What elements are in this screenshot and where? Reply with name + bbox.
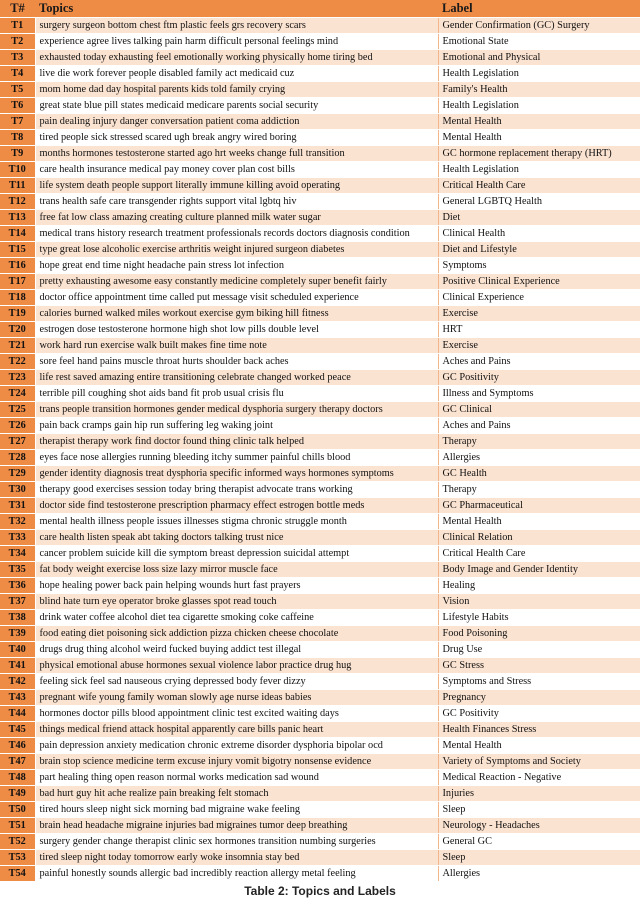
- topic-words-cell: gender identity diagnosis treat dysphoria specific informed ways hormones symptoms: [35, 466, 438, 482]
- table-row: [0, 834, 640, 850]
- table-row: [0, 642, 640, 658]
- topic-words-cell: eyes face nose allergies running bleeding itchy summer painful chills blood: [35, 450, 438, 466]
- topic-number-cell: T48: [0, 770, 35, 786]
- table-row: [0, 770, 640, 786]
- topic-number-cell: T43: [0, 690, 35, 706]
- topic-words-cell: trans people transition hormones gender medical dysphoria surgery therapy doctors: [35, 402, 438, 418]
- header-topic-number: T#: [0, 0, 35, 18]
- table-row: [0, 482, 640, 498]
- topic-number-cell: T15: [0, 242, 35, 258]
- topic-words-cell: fat body weight exercise loss size lazy mirror muscle face: [35, 562, 438, 578]
- topic-words-cell: cancer problem suicide kill die symptom breast depression suicidal attempt: [35, 546, 438, 562]
- topic-label-cell: Exercise: [438, 338, 640, 354]
- topic-number-cell: T27: [0, 434, 35, 450]
- topic-number-cell: T10: [0, 162, 35, 178]
- table-row: [0, 610, 640, 626]
- topic-label-cell: Clinical Health: [438, 226, 640, 242]
- topic-words-cell: things medical friend attack hospital apparently care bills panic heart: [35, 722, 438, 738]
- topic-number-cell: T39: [0, 626, 35, 642]
- topic-number-cell: T1: [0, 18, 35, 34]
- topic-words-cell: trans health safe care transgender rights support vital lgbtq hiv: [35, 194, 438, 210]
- topic-label-cell: Vision: [438, 594, 640, 610]
- topic-label-cell: Emotional and Physical: [438, 50, 640, 66]
- topic-words-cell: brain stop science medicine term excuse injury vomit bigotry nonsense evidence: [35, 754, 438, 770]
- topic-number-cell: T7: [0, 114, 35, 130]
- topic-label-cell: Variety of Symptoms and Society: [438, 754, 640, 770]
- topic-number-cell: T53: [0, 850, 35, 866]
- topic-words-cell: months hormones testosterone started ago hrt weeks change full transition: [35, 146, 438, 162]
- topic-words-cell: physical emotional abuse hormones sexual violence labor practice drug hug: [35, 658, 438, 674]
- topic-number-cell: T6: [0, 98, 35, 114]
- topic-words-cell: mental health illness people issues illnesses stigma chronic struggle month: [35, 514, 438, 530]
- table-row: [0, 546, 640, 562]
- topic-number-cell: T14: [0, 226, 35, 242]
- table-row: [0, 274, 640, 290]
- topic-words-cell: care health listen speak abt taking doctors talking trust nice: [35, 530, 438, 546]
- header-topics: Topics: [35, 0, 438, 18]
- topic-label-cell: GC Positivity: [438, 370, 640, 386]
- table-row: [0, 498, 640, 514]
- table-row: [0, 322, 640, 338]
- topic-label-cell: Symptoms and Stress: [438, 674, 640, 690]
- table-caption: Table 2: Topics and Labels: [244, 884, 396, 898]
- table-row: [0, 530, 640, 546]
- topic-label-cell: Aches and Pains: [438, 418, 640, 434]
- table-row: [0, 194, 640, 210]
- topic-label-cell: Therapy: [438, 434, 640, 450]
- topic-words-cell: great state blue pill states medicaid medicare parents social security: [35, 98, 438, 114]
- topic-number-cell: T11: [0, 178, 35, 194]
- topic-number-cell: T46: [0, 738, 35, 754]
- table-row: [0, 66, 640, 82]
- topic-number-cell: T37: [0, 594, 35, 610]
- topic-words-cell: medical trans history research treatment professionals records doctors diagnosis condition: [35, 226, 438, 242]
- topic-number-cell: T19: [0, 306, 35, 322]
- topic-label-cell: Lifestyle Habits: [438, 610, 640, 626]
- topic-number-cell: T21: [0, 338, 35, 354]
- table-row: [0, 738, 640, 754]
- topic-label-cell: Mental Health: [438, 514, 640, 530]
- topic-words-cell: feeling sick feel sad nauseous crying depressed body fever dizzy: [35, 674, 438, 690]
- topic-label-cell: Drug Use: [438, 642, 640, 658]
- topic-words-cell: hormones doctor pills blood appointment clinic test excited waiting days: [35, 706, 438, 722]
- topic-label-cell: Critical Health Care: [438, 178, 640, 194]
- table-row: [0, 818, 640, 834]
- topic-words-cell: pain dealing injury danger conversation patient coma addiction: [35, 114, 438, 130]
- topic-number-cell: T23: [0, 370, 35, 386]
- table-row: [0, 178, 640, 194]
- table-row: [0, 802, 640, 818]
- topic-number-cell: T8: [0, 130, 35, 146]
- topic-words-cell: terrible pill coughing shot aids band fit prob usual crisis flu: [35, 386, 438, 402]
- table-row: [0, 82, 640, 98]
- table-row: [0, 866, 640, 882]
- topic-number-cell: T13: [0, 210, 35, 226]
- table-row: [0, 98, 640, 114]
- topic-label-cell: Health Finances Stress: [438, 722, 640, 738]
- table-row: [0, 306, 640, 322]
- table-row: [0, 418, 640, 434]
- table-row: [0, 754, 640, 770]
- table-row: [0, 258, 640, 274]
- table-row: [0, 130, 640, 146]
- topic-label-cell: Health Legislation: [438, 98, 640, 114]
- topic-words-cell: food eating diet poisoning sick addiction pizza chicken cheese chocolate: [35, 626, 438, 642]
- table-row: [0, 18, 640, 34]
- topic-label-cell: Injuries: [438, 786, 640, 802]
- table-row: [0, 162, 640, 178]
- table-row: [0, 626, 640, 642]
- topic-number-cell: T3: [0, 50, 35, 66]
- topic-words-cell: type great lose alcoholic exercise arthritis weight injured surgeon diabetes: [35, 242, 438, 258]
- topic-label-cell: GC Health: [438, 466, 640, 482]
- table-row: [0, 242, 640, 258]
- topic-label-cell: Sleep: [438, 802, 640, 818]
- topic-label-cell: GC hormone replacement therapy (HRT): [438, 146, 640, 162]
- topic-words-cell: life rest saved amazing entire transitioning celebrate changed worked peace: [35, 370, 438, 386]
- table-row: [0, 370, 640, 386]
- topic-number-cell: T12: [0, 194, 35, 210]
- topic-label-cell: Mental Health: [438, 130, 640, 146]
- table-row: [0, 114, 640, 130]
- topic-words-cell: life system death people support literally immune killing avoid operating: [35, 178, 438, 194]
- table-row: [0, 434, 640, 450]
- topic-words-cell: bad hurt guy hit ache realize pain breaking felt stomach: [35, 786, 438, 802]
- topic-words-cell: exhausted today exhausting feel emotionally working physically home tiring bed: [35, 50, 438, 66]
- topic-number-cell: T47: [0, 754, 35, 770]
- topic-number-cell: T18: [0, 290, 35, 306]
- topic-label-cell: Symptoms: [438, 258, 640, 274]
- topic-number-cell: T5: [0, 82, 35, 98]
- topic-words-cell: pain back cramps gain hip run suffering leg waking joint: [35, 418, 438, 434]
- topic-words-cell: sore feel hand pains muscle throat hurts shoulder back aches: [35, 354, 438, 370]
- topic-number-cell: T51: [0, 818, 35, 834]
- topic-label-cell: Therapy: [438, 482, 640, 498]
- topic-label-cell: Health Legislation: [438, 66, 640, 82]
- topic-label-cell: HRT: [438, 322, 640, 338]
- topic-number-cell: T38: [0, 610, 35, 626]
- table-row: [0, 514, 640, 530]
- topic-words-cell: hope healing power back pain helping wounds hurt fast prayers: [35, 578, 438, 594]
- table-row: [0, 50, 640, 66]
- topic-number-cell: T50: [0, 802, 35, 818]
- topic-label-cell: GC Stress: [438, 658, 640, 674]
- topic-words-cell: therapy good exercises session today bring therapist advocate trans working: [35, 482, 438, 498]
- topic-words-cell: pregnant wife young family woman slowly age nurse ideas babies: [35, 690, 438, 706]
- topic-label-cell: Diet: [438, 210, 640, 226]
- topic-number-cell: T40: [0, 642, 35, 658]
- table-row: [0, 146, 640, 162]
- topic-label-cell: Neurology - Headaches: [438, 818, 640, 834]
- topic-number-cell: T24: [0, 386, 35, 402]
- topic-label-cell: Allergies: [438, 450, 640, 466]
- table-row: [0, 706, 640, 722]
- table-row: [0, 290, 640, 306]
- topic-words-cell: surgery surgeon bottom chest ftm plastic feels grs recovery scars: [35, 18, 438, 34]
- topic-number-cell: T52: [0, 834, 35, 850]
- topic-words-cell: hope great end time night headache pain stress lot infection: [35, 258, 438, 274]
- topic-words-cell: doctor office appointment time called put message visit scheduled experience: [35, 290, 438, 306]
- topic-words-cell: therapist therapy work find doctor found thing clinic talk helped: [35, 434, 438, 450]
- table-row: [0, 210, 640, 226]
- table-row: [0, 338, 640, 354]
- table-row: [0, 450, 640, 466]
- topic-words-cell: doctor side find testosterone prescription pharmacy effect estrogen bottle meds: [35, 498, 438, 514]
- topic-label-cell: Health Legislation: [438, 162, 640, 178]
- topic-words-cell: pain depression anxiety medication chronic extreme disorder dysphoria bipolar ocd: [35, 738, 438, 754]
- topic-number-cell: T44: [0, 706, 35, 722]
- topic-label-cell: General GC: [438, 834, 640, 850]
- topic-words-cell: surgery gender change therapist clinic sex hormones transition numbing surgeries: [35, 834, 438, 850]
- topic-number-cell: T49: [0, 786, 35, 802]
- topic-number-cell: T45: [0, 722, 35, 738]
- topic-number-cell: T4: [0, 66, 35, 82]
- topic-number-cell: T31: [0, 498, 35, 514]
- topic-label-cell: Medical Reaction - Negative: [438, 770, 640, 786]
- topic-number-cell: T29: [0, 466, 35, 482]
- topic-label-cell: GC Positivity: [438, 706, 640, 722]
- topic-words-cell: care health insurance medical pay money cover plan cost bills: [35, 162, 438, 178]
- header-label: Label: [438, 0, 640, 18]
- table-row: [0, 594, 640, 610]
- table-row: [0, 562, 640, 578]
- topic-words-cell: drugs drug thing alcohol weird fucked buying addict test illegal: [35, 642, 438, 658]
- table-row: [0, 578, 640, 594]
- topic-words-cell: estrogen dose testosterone hormone high shot low pills double level: [35, 322, 438, 338]
- topic-words-cell: work hard run exercise walk built makes fine time note: [35, 338, 438, 354]
- topic-number-cell: T17: [0, 274, 35, 290]
- table-row: [0, 226, 640, 242]
- topic-label-cell: Pregnancy: [438, 690, 640, 706]
- topic-label-cell: Food Poisoning: [438, 626, 640, 642]
- topic-number-cell: T22: [0, 354, 35, 370]
- topic-label-cell: Body Image and Gender Identity: [438, 562, 640, 578]
- topic-label-cell: Positive Clinical Experience: [438, 274, 640, 290]
- topic-number-cell: T32: [0, 514, 35, 530]
- topic-words-cell: tired sleep night today tomorrow early woke insomnia stay bed: [35, 850, 438, 866]
- topic-words-cell: tired people sick stressed scared ugh break angry wired boring: [35, 130, 438, 146]
- table-row: [0, 786, 640, 802]
- table-row: [0, 386, 640, 402]
- topic-label-cell: Diet and Lifestyle: [438, 242, 640, 258]
- topic-label-cell: General LGBTQ Health: [438, 194, 640, 210]
- topic-label-cell: Gender Confirmation (GC) Surgery: [438, 18, 640, 34]
- topic-number-cell: T25: [0, 402, 35, 418]
- topic-number-cell: T54: [0, 866, 35, 882]
- topic-label-cell: Mental Health: [438, 114, 640, 130]
- topic-label-cell: Mental Health: [438, 738, 640, 754]
- topic-number-cell: T41: [0, 658, 35, 674]
- table-header-row: [0, 0, 640, 18]
- topic-label-cell: GC Clinical: [438, 402, 640, 418]
- topic-words-cell: experience agree lives talking pain harm difficult personal feelings mind: [35, 34, 438, 50]
- topic-label-cell: Family's Health: [438, 82, 640, 98]
- topic-label-cell: Allergies: [438, 866, 640, 882]
- topic-number-cell: T2: [0, 34, 35, 50]
- topic-words-cell: tired hours sleep night sick morning bad migraine wake feeling: [35, 802, 438, 818]
- topic-label-cell: Clinical Experience: [438, 290, 640, 306]
- topic-label-cell: Healing: [438, 578, 640, 594]
- topic-number-cell: T16: [0, 258, 35, 274]
- topic-words-cell: brain head headache migraine injuries bad migraines tumor deep breathing: [35, 818, 438, 834]
- table-row: [0, 466, 640, 482]
- topic-words-cell: live die work forever people disabled family act medicaid cuz: [35, 66, 438, 82]
- topic-label-cell: Clinical Relation: [438, 530, 640, 546]
- topic-label-cell: Critical Health Care: [438, 546, 640, 562]
- topic-number-cell: T34: [0, 546, 35, 562]
- table-row: [0, 674, 640, 690]
- topic-words-cell: calories burned walked miles workout exercise gym biking hill fitness: [35, 306, 438, 322]
- topic-words-cell: blind hate turn eye operator broke glasses spot read touch: [35, 594, 438, 610]
- topic-number-cell: T30: [0, 482, 35, 498]
- topic-number-cell: T36: [0, 578, 35, 594]
- topic-words-cell: pretty exhausting awesome easy constantly medicine completely super benefit fairly: [35, 274, 438, 290]
- topic-number-cell: T35: [0, 562, 35, 578]
- table-row: [0, 722, 640, 738]
- topic-number-cell: T28: [0, 450, 35, 466]
- topic-words-cell: part healing thing open reason normal works medication sad wound: [35, 770, 438, 786]
- topic-number-cell: T42: [0, 674, 35, 690]
- topic-number-cell: T9: [0, 146, 35, 162]
- topic-words-cell: mom home dad day hospital parents kids told family crying: [35, 82, 438, 98]
- topic-label-cell: Aches and Pains: [438, 354, 640, 370]
- topic-words-cell: painful honestly sounds allergic bad incredibly reaction allergy metal feeling: [35, 866, 438, 882]
- topic-number-cell: T20: [0, 322, 35, 338]
- table-row: [0, 850, 640, 866]
- topic-label-cell: Emotional State: [438, 34, 640, 50]
- table-row: [0, 658, 640, 674]
- topic-number-cell: T33: [0, 530, 35, 546]
- table-row: [0, 402, 640, 418]
- topic-label-cell: GC Pharmaceutical: [438, 498, 640, 514]
- topic-label-cell: Illness and Symptoms: [438, 386, 640, 402]
- topic-words-cell: free fat low class amazing creating culture planned milk water sugar: [35, 210, 438, 226]
- topic-number-cell: T26: [0, 418, 35, 434]
- topic-words-cell: drink water coffee alcohol diet tea cigarette smoking coke caffeine: [35, 610, 438, 626]
- topic-label-cell: Sleep: [438, 850, 640, 866]
- table-row: [0, 34, 640, 50]
- table-row: [0, 354, 640, 370]
- table-body: [0, 18, 640, 882]
- table-row: [0, 690, 640, 706]
- topic-label-cell: Exercise: [438, 306, 640, 322]
